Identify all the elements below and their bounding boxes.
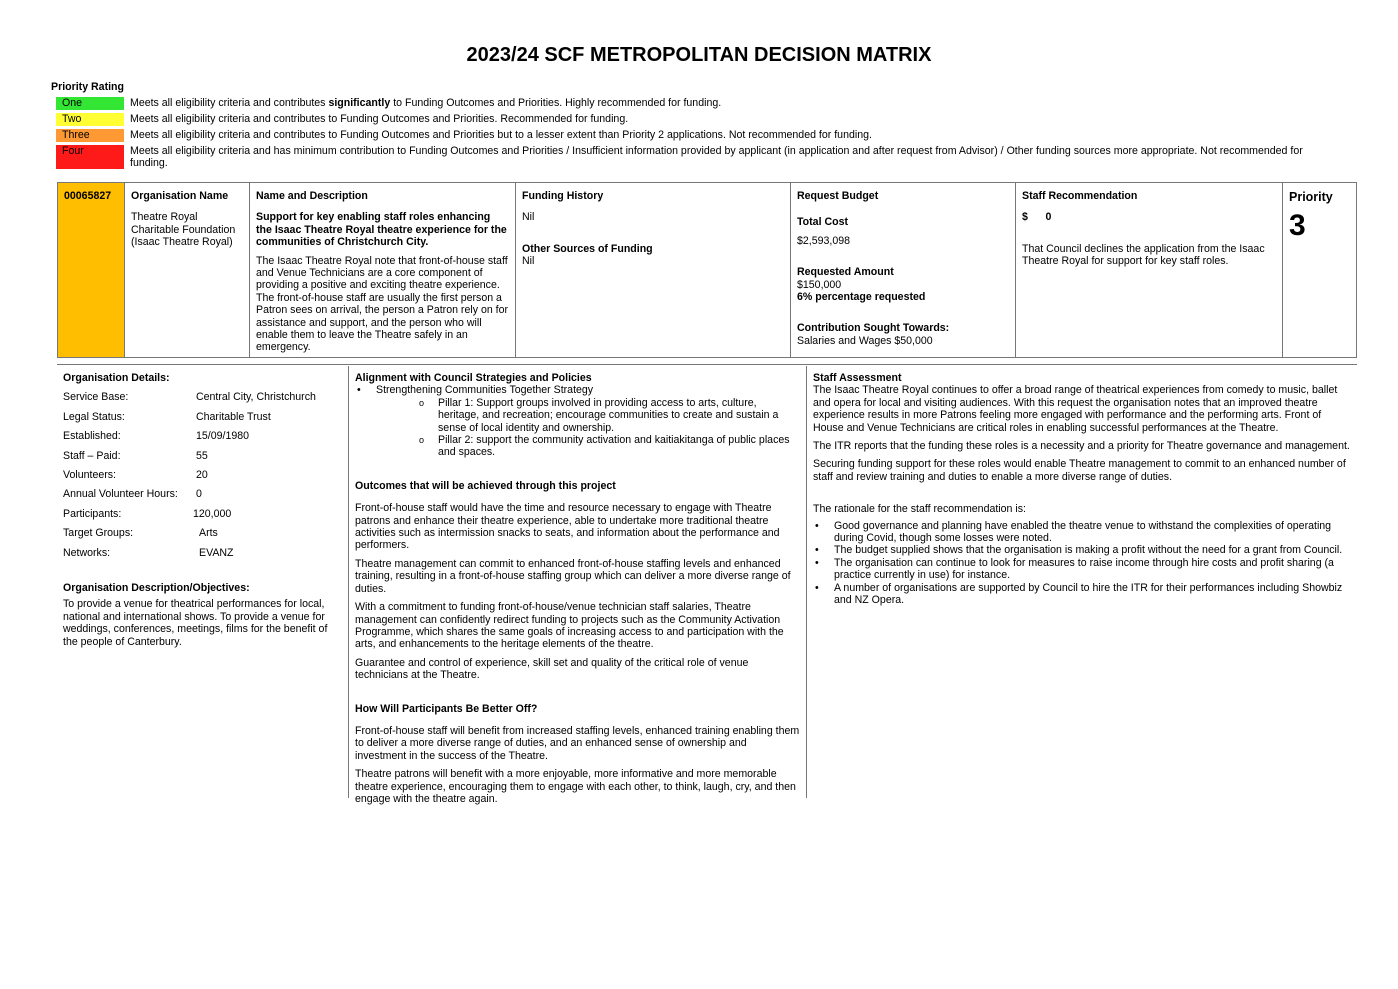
org-name: Theatre Royal Charitable Foundation (Isaac Theatre Royal) bbox=[131, 211, 236, 249]
detail-value: Central City, Christchurch bbox=[196, 391, 316, 404]
detail-key: Target Groups: bbox=[63, 527, 134, 540]
assessment-paragraph: The ITR reports that the funding these roles is a necessity and a priority for Theatre governance and management. bbox=[813, 440, 1350, 453]
priority-text-three: Meets all eligibility criteria and contributes to Funding Outcomes and Priorities but to a lesser extent than Priority 2 applications. Not recommended for funding. bbox=[130, 129, 872, 141]
detail-row bbox=[63, 411, 342, 423]
strategy-list bbox=[355, 384, 800, 396]
outcome-paragraph: Theatre management can commit to enhanced front-of-house staffing levels and enhanced training, resulting in a front-of-house staffing group which can deliver a more diverse range of duties. bbox=[355, 557, 791, 595]
priority-row-one bbox=[56, 97, 1326, 110]
budget-cell bbox=[791, 183, 1016, 357]
rationale-item: • A number of organisations are supported by Council to hire the ITR for their performances including Showbiz and NZ Opera. bbox=[813, 582, 1351, 607]
detail-row bbox=[63, 430, 342, 442]
funding-cell bbox=[516, 183, 791, 357]
org-details-column bbox=[57, 366, 348, 798]
total-cost: $2,593,098 bbox=[797, 234, 851, 247]
detail-row bbox=[63, 547, 342, 559]
priority-rating-legend bbox=[56, 97, 1326, 173]
detail-key: Established: bbox=[63, 430, 121, 443]
alignment-column bbox=[348, 366, 807, 805]
detail-row bbox=[63, 508, 342, 520]
detail-row bbox=[63, 488, 342, 500]
funding-history-heading: Funding History bbox=[522, 190, 604, 202]
detail-value: 120,000 bbox=[193, 507, 232, 520]
org-details-heading: Organisation Details: bbox=[63, 372, 170, 384]
org-description-heading: Organisation Description/Objectives: bbox=[63, 581, 250, 594]
strategy-item bbox=[355, 384, 800, 396]
staff-recommended-amount: $ 0 bbox=[1022, 211, 1052, 224]
assessment-paragraph: Securing funding support for these roles would enable Theatre management to commit to an enhanced number of staff and review training and duties to enable a more diverse range of duties. bbox=[813, 458, 1346, 483]
requested-amount: $150,000 bbox=[797, 278, 842, 291]
outcome-paragraph: With a commitment to funding front-of-house/venue technician staff salaries, Theatre management can confidently redirect funding to projects such as the Community Activation Programme, which shares the same goals of increasing access to and participation with the arts, and enhancements to the heritage elements of the theatre. bbox=[355, 601, 784, 651]
detail-value: EVANZ bbox=[199, 546, 234, 559]
funding-history: Nil bbox=[522, 211, 535, 224]
contribution: Salaries and Wages $50,000 bbox=[797, 334, 933, 347]
priority-cell bbox=[1283, 183, 1356, 357]
org-name-cell bbox=[125, 183, 250, 357]
pillar-item: o Pillar 2: support the community activation and kaitiakitanga of public places and spaces. bbox=[417, 434, 800, 459]
org-name-heading: Organisation Name bbox=[131, 190, 229, 202]
total-cost-label: Total Cost bbox=[797, 216, 849, 229]
priority-row-three bbox=[56, 129, 1326, 142]
percentage-requested: 6% percentage requested bbox=[797, 291, 926, 304]
description-cell bbox=[250, 183, 516, 357]
section-divider bbox=[57, 364, 1357, 365]
rationale-item: • The organisation can continue to look for measures to raise income through hire costs and profit sharing (a practice currently in use) for instance. bbox=[813, 557, 1351, 582]
detail-key: Networks: bbox=[63, 546, 111, 559]
priority-value: 3 bbox=[1289, 209, 1306, 243]
priority-swatch-three: Three bbox=[56, 129, 124, 142]
priority-label: Priority bbox=[1289, 190, 1333, 204]
assessment-column bbox=[807, 366, 1357, 798]
detail-row bbox=[63, 469, 342, 481]
priority-text-one-bold: significantly bbox=[328, 97, 391, 109]
detail-key: Annual Volunteer Hours: bbox=[63, 488, 178, 501]
detail-row bbox=[63, 450, 342, 462]
detail-key: Legal Status: bbox=[63, 410, 125, 423]
detail-key: Staff – Paid: bbox=[63, 449, 121, 462]
priority-row-four bbox=[56, 145, 1326, 170]
description-heading: Name and Description bbox=[256, 190, 368, 202]
priority-text-one-b: to Funding Outcomes and Priorities. Highly recommended for funding. bbox=[390, 97, 722, 109]
detail-value: Charitable Trust bbox=[196, 410, 271, 423]
pillar-item: o Pillar 1: Support groups involved in providing access to arts, culture, heritage, and recreation; encourage communities to create and sustain a sense of local identity and ownership. bbox=[417, 397, 800, 434]
outcomes-heading: Outcomes that will be achieved through this project bbox=[355, 479, 616, 492]
project-title: Support for key enabling staff roles enhancing the Isaac Theatre Royal theatre experience for the communities of Christchurch City. bbox=[256, 211, 507, 249]
rationale-list bbox=[813, 520, 1351, 607]
detail-key: Service Base: bbox=[63, 391, 129, 404]
priority-text-one bbox=[124, 97, 1314, 109]
detail-key: Volunteers: bbox=[63, 468, 117, 481]
details-section bbox=[57, 366, 1357, 805]
requested-label: Requested Amount bbox=[797, 266, 894, 279]
priority-swatch-two: Two bbox=[56, 113, 124, 126]
budget-heading: Request Budget bbox=[797, 190, 879, 202]
staff-recommendation-cell bbox=[1016, 183, 1283, 357]
other-sources: Nil bbox=[522, 255, 535, 268]
org-details-list bbox=[63, 391, 342, 559]
priority-row-two bbox=[56, 113, 1326, 126]
strategy-name: Strengthening Communities Together Strategy bbox=[376, 384, 594, 397]
application-id: 00065827 bbox=[58, 183, 125, 357]
priority-text-one-a: Meets all eligibility criteria and contributes bbox=[130, 97, 329, 109]
participants-paragraph: Theatre patrons will benefit with a more enjoyable, more informative and more memorable theatre experience, encouraging them to engage with each other, to think, laugh, cry, and then engage with the theatre again. bbox=[355, 768, 796, 805]
outcome-paragraph: Front-of-house staff would have the time and resource necessary to engage with Theatre patrons and enhance their theatre experience, able to undertake more traditional theatre activities such as intermission snacks to seats, and information about the performance and performers. bbox=[355, 502, 780, 552]
detail-value: 15/09/1980 bbox=[196, 430, 250, 443]
alignment-heading: Alignment with Council Strategies and Policies bbox=[355, 372, 592, 384]
detail-key: Participants: bbox=[63, 507, 122, 520]
page-title: 2023/24 SCF METROPOLITAN DECISION MATRIX bbox=[466, 44, 932, 66]
priority-swatch-one: One bbox=[56, 97, 124, 110]
rationale-intro: The rationale for the staff recommendation is: bbox=[813, 503, 1026, 516]
priority-text-four: Meets all eligibility criteria and has minimum contribution to Funding Outcomes and Priorities / Insufficient information provided by applicant (in application and after request from Advisor) / Other funding sources more appropriate. Not recommended for funding. bbox=[130, 145, 1303, 170]
detail-row bbox=[63, 527, 342, 539]
org-description: To provide a venue for theatrical performances for local, national and international shows. To provide a venue for weddings, conferences, meetings, films for the benefit of the people of Canterbury. bbox=[63, 598, 328, 648]
detail-value: 55 bbox=[196, 449, 208, 462]
detail-value: 0 bbox=[196, 488, 202, 501]
assessment-paragraph: The Isaac Theatre Royal continues to offer a broad range of theatrical experiences from comedy to music, ballet and opera for local and visiting audiences. With this request the organisation notes that an improved theatre experience results in more Patrons feeling more engaged with performance and the performing arts. Front of House and Venue Technicians are critical roles in enabling successful performances at the Theatre. bbox=[813, 384, 1338, 434]
application-summary-table bbox=[57, 182, 1357, 358]
priority-rating-heading: Priority Rating bbox=[51, 81, 124, 93]
detail-value: Arts bbox=[199, 527, 218, 540]
priority-text-two: Meets all eligibility criteria and contributes to Funding Outcomes and Priorities. Recommended for funding. bbox=[130, 113, 629, 125]
priority-swatch-four: Four bbox=[56, 145, 124, 169]
outcome-paragraph: Guarantee and control of experience, skill set and quality of the critical role of venue technicians at the Theatre. bbox=[355, 656, 749, 682]
participants-paragraph: Front-of-house staff will benefit from increased staffing levels, enhanced training enabling them to deliver a more diverse range of duties, and an enhanced sense of ownership and investment in the success of the Theatre. bbox=[355, 724, 800, 762]
rationale-item: • The budget supplied shows that the organisation is making a profit without the need for a grant from Council. bbox=[813, 544, 1351, 556]
detail-row bbox=[63, 391, 342, 403]
assessment-heading: Staff Assessment bbox=[813, 372, 902, 384]
detail-value: 20 bbox=[196, 468, 208, 481]
rationale-item: • Good governance and planning have enabled the theatre venue to withstand the complexities of operating during Covid, though some losses were noted. bbox=[813, 520, 1351, 545]
contribution-label: Contribution Sought Towards: bbox=[797, 322, 950, 335]
pillar-list bbox=[417, 397, 800, 459]
other-sources-heading: Other Sources of Funding bbox=[522, 242, 653, 255]
staff-recommendation-text: That Council declines the application from the Isaac Theatre Royal for support for key staff roles. bbox=[1022, 242, 1265, 268]
project-description: The Isaac Theatre Royal note that front-of-house staff and Venue Technicians are a core component of providing a positive and exciting theatre experience. The front-of-house staff are usually the first person a Patron sees on arrival, the person a Patron rely on for assistance and support, and the person who will enable them to leave the Theatre safely in an emergency. bbox=[256, 254, 509, 354]
participants-heading: How Will Participants Be Better Off? bbox=[355, 702, 538, 715]
staff-recommendation-heading: Staff Recommendation bbox=[1022, 190, 1138, 202]
